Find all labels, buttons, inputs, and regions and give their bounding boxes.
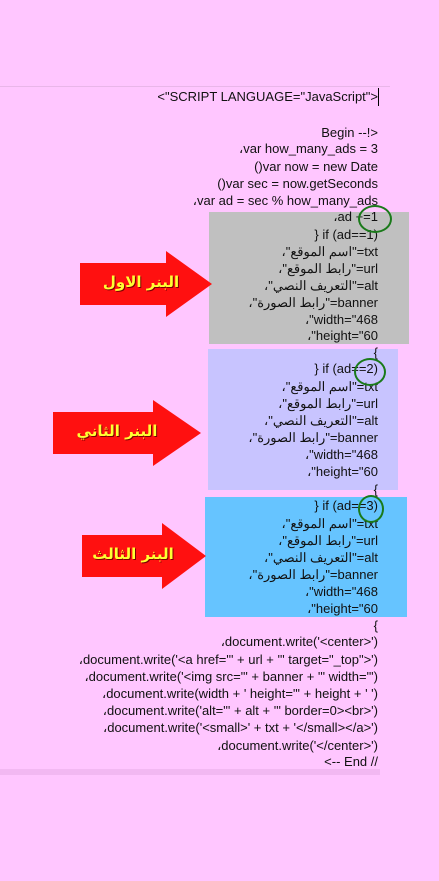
code-line: { xyxy=(373,482,378,497)
code-line: { xyxy=(373,618,378,633)
code-line: ،"اسم الموقع"=txt xyxy=(281,244,378,259)
code-line: ()var now = new Date xyxy=(254,159,378,174)
top-divider xyxy=(0,86,390,87)
code-line: <-- End // xyxy=(324,754,378,769)
code-line: Begin --!> xyxy=(321,125,378,140)
code-line: ،document.write(width + ' height="' + height + ' ') xyxy=(102,686,378,701)
code-line: ،"height="60 xyxy=(307,601,378,616)
code-line: ،"رابط الموقع"=url xyxy=(278,396,378,411)
highlight-circle-ad3 xyxy=(358,495,384,523)
code-line: ،document.write('</center>') xyxy=(217,738,378,753)
code-line: ،document.write('<a href="' + url + '" target="_top">') xyxy=(78,652,378,667)
code-line: ،var ad = sec % how_many_ads xyxy=(192,193,378,208)
code-line: } if (ad==2) xyxy=(314,361,378,376)
code-line: ،"رابط الصورة"=banner xyxy=(248,295,378,310)
code-line: { xyxy=(373,345,378,360)
text-cursor xyxy=(378,88,379,106)
code-line: ،var how_many_ads = 3 xyxy=(239,141,378,156)
code-line: ،"width="468 xyxy=(304,584,378,599)
code-line: ،"width="468 xyxy=(304,447,378,462)
code-line: ،"رابط الموقع"=url xyxy=(278,261,378,276)
code-line: ،document.write('<img src="' + banner + '" width="') xyxy=(84,669,378,684)
code-line: ،"اسم الموقع"=txt xyxy=(281,379,378,394)
arrow-banner3-label: البنر الثالث xyxy=(92,545,174,563)
arrow-banner2-label: البنر الثاني xyxy=(76,422,158,440)
bottom-divider xyxy=(0,769,380,775)
code-line: ،document.write('alt="' + alt + '" border=0><br>') xyxy=(102,703,378,718)
code-line: ،"width="468 xyxy=(304,312,378,327)
code-line: ،document.write('<center>') xyxy=(220,634,378,649)
code-line: ،"رابط الصورة"=banner xyxy=(248,430,378,445)
code-line: ()var sec = now.getSeconds xyxy=(217,176,378,191)
code-line: ،"اسم الموقع"=txt xyxy=(281,516,378,531)
code-line: } if (ad==1) xyxy=(314,227,378,242)
code-line: <"SCRIPT LANGUAGE="JavaScript"> xyxy=(157,89,378,104)
code-line: ،"height="60 xyxy=(307,464,378,479)
code-line: ،"height="60 xyxy=(307,328,378,343)
code-line: ،ad +=1 xyxy=(333,209,378,224)
code-line: ،"التعريف النصي"=alt xyxy=(264,550,378,565)
code-line: ،"رابط الموقع"=url xyxy=(278,533,378,548)
highlight-circle-ad-increment xyxy=(358,205,392,233)
code-line: ،"التعريف النصي"=alt xyxy=(264,278,378,293)
code-line: } if (ad==3) xyxy=(314,498,378,513)
arrow-banner1-label: البنر الاول xyxy=(102,273,180,291)
code-line: ،document.write('<small>' + txt + '</small></a>') xyxy=(103,720,378,735)
code-line: ،"رابط الصورة"=banner xyxy=(248,567,378,582)
highlight-circle-ad2 xyxy=(354,358,386,386)
code-line: ،"التعريف النصي"=alt xyxy=(264,413,378,428)
